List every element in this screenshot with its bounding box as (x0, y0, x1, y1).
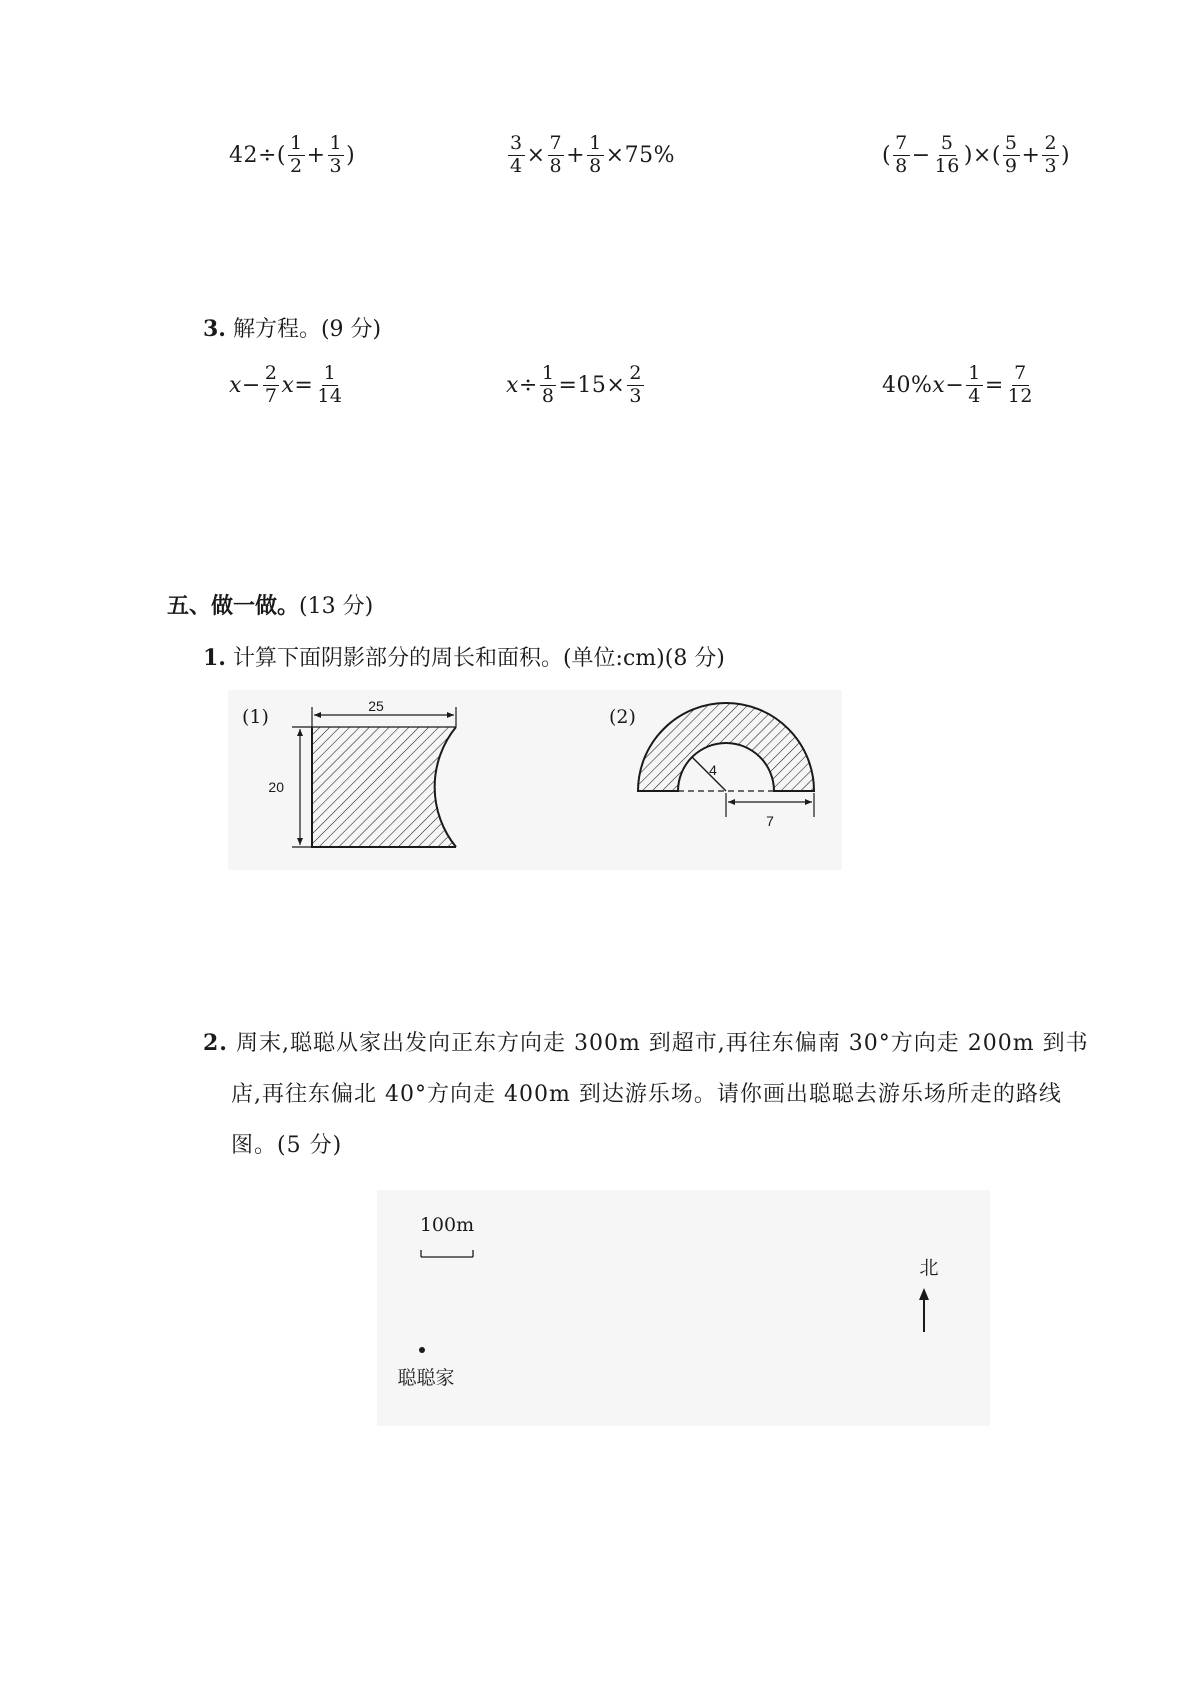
figure-2-inner-dim: 4 (709, 762, 717, 778)
expression-1 (229, 134, 355, 177)
figure-2-label: (2) (609, 706, 636, 728)
variable: x (281, 372, 295, 398)
figure-1-label: (1) (242, 706, 269, 728)
denominator: 16 (934, 154, 960, 177)
north-label: 北 (919, 1257, 939, 1279)
operator: = (984, 372, 1004, 398)
fraction (540, 364, 557, 407)
fraction (315, 364, 344, 407)
denominator: 2 (290, 154, 303, 177)
fraction (1003, 134, 1020, 177)
denominator: 4 (510, 154, 523, 177)
numerator: 1 (589, 132, 602, 154)
numerator: 1 (968, 362, 981, 384)
home-label: 聪聪家 (397, 1367, 455, 1389)
numerator: 7 (1014, 362, 1027, 384)
fraction (508, 134, 525, 177)
expr-text: ( (882, 142, 892, 168)
expression-2 (506, 134, 675, 177)
home-point (419, 1347, 425, 1353)
figure-1-shape (292, 707, 456, 847)
question-text: 解方程。(9 分) (232, 317, 382, 342)
fraction (263, 364, 280, 407)
numerator: 5 (1004, 132, 1018, 154)
operator: − (241, 372, 261, 398)
fraction (1006, 364, 1035, 407)
numerator: 2 (629, 362, 642, 384)
expr-text: ×75% (605, 142, 675, 168)
numerator: 1 (290, 132, 303, 154)
denominator: 8 (549, 154, 563, 177)
numerator: 7 (895, 132, 908, 154)
section-5-heading (167, 589, 373, 620)
numerator: 7 (549, 132, 563, 154)
expr-text: 40% (882, 372, 933, 398)
figures-panel (228, 690, 842, 870)
fraction (893, 134, 910, 177)
figure-1-top-dim: 25 (368, 698, 384, 714)
fraction (548, 134, 565, 177)
question-number: 1. (203, 645, 226, 671)
operator: = (294, 372, 314, 398)
equation-1 (229, 364, 347, 407)
scale-label: 100m (419, 1214, 475, 1236)
numerator: 2 (1044, 132, 1058, 154)
numerator: 1 (541, 362, 555, 384)
denominator: 8 (895, 154, 908, 177)
equation-3 (882, 364, 1037, 407)
route-map-panel (377, 1190, 990, 1426)
question-5-1-heading (203, 641, 725, 672)
denominator: 9 (1004, 154, 1018, 177)
question-5-2-line-2: 店,再往东偏北 40°方向走 400m 到达游乐场。请你画出聪聪去游乐场所走的路线 (231, 1082, 1062, 1107)
figures-svg (228, 690, 842, 870)
numerator: 5 (940, 132, 954, 154)
denominator: 8 (541, 384, 555, 407)
numerator: 1 (323, 362, 337, 384)
question-number: 3. (203, 316, 226, 342)
operator: − (911, 142, 931, 168)
fraction (328, 134, 345, 177)
equation-2 (506, 364, 646, 407)
fraction (1042, 134, 1059, 177)
expr-text: =15× (558, 372, 626, 398)
variable: x (506, 372, 519, 398)
operator: + (566, 142, 586, 168)
operator: × (526, 142, 546, 168)
numerator: 2 (264, 362, 278, 384)
figure-2-shape (638, 703, 814, 817)
expr-text: ) (346, 142, 356, 168)
route-map-svg (377, 1190, 990, 1426)
question-5-2-line-3: 图。(5 分) (231, 1133, 343, 1158)
question-5-2-line-1 (203, 1018, 1147, 1069)
denominator: 3 (629, 384, 642, 407)
figure-1-side-dim: 20 (268, 779, 284, 795)
expr-text: ) (1061, 142, 1071, 168)
denominator: 3 (1044, 154, 1058, 177)
variable: x (229, 372, 242, 398)
numerator: 3 (510, 132, 523, 154)
north-arrow-icon (919, 1288, 929, 1332)
question-3-heading (203, 312, 381, 343)
operator: + (306, 142, 326, 168)
operator: − (945, 372, 965, 398)
question-text: 计算下面阴影部分的周长和面积。(单位:cm)(8 分) (232, 646, 725, 671)
denominator: 3 (329, 154, 343, 177)
variable: x (932, 372, 946, 398)
fraction (933, 134, 962, 177)
question-number: 2. (203, 1030, 228, 1056)
denominator: 8 (589, 154, 602, 177)
expression-3 (882, 134, 1070, 177)
question-text: 周末,聪聪从家出发向正东方向走 300m 到超市,再往东偏南 30°方向走 200m 到书 (235, 1031, 1089, 1056)
section-score: (13 分) (299, 594, 374, 619)
fraction (288, 134, 305, 177)
section-title: 五、做一做。 (167, 593, 300, 619)
question-5-2 (203, 1018, 1147, 1171)
numerator: 1 (329, 132, 343, 154)
fraction (966, 364, 983, 407)
operator: ÷ (518, 372, 538, 398)
scale-bar (421, 1250, 473, 1257)
fraction (587, 134, 604, 177)
expr-text: 42÷( (229, 142, 287, 168)
denominator: 12 (1007, 384, 1033, 407)
figure-2-bottom-dim: 7 (766, 813, 774, 829)
operator: + (1021, 142, 1041, 168)
fraction (627, 364, 644, 407)
expr-text: )×( (963, 142, 1001, 168)
denominator: 7 (264, 384, 278, 407)
denominator: 14 (317, 384, 343, 407)
denominator: 4 (968, 384, 981, 407)
